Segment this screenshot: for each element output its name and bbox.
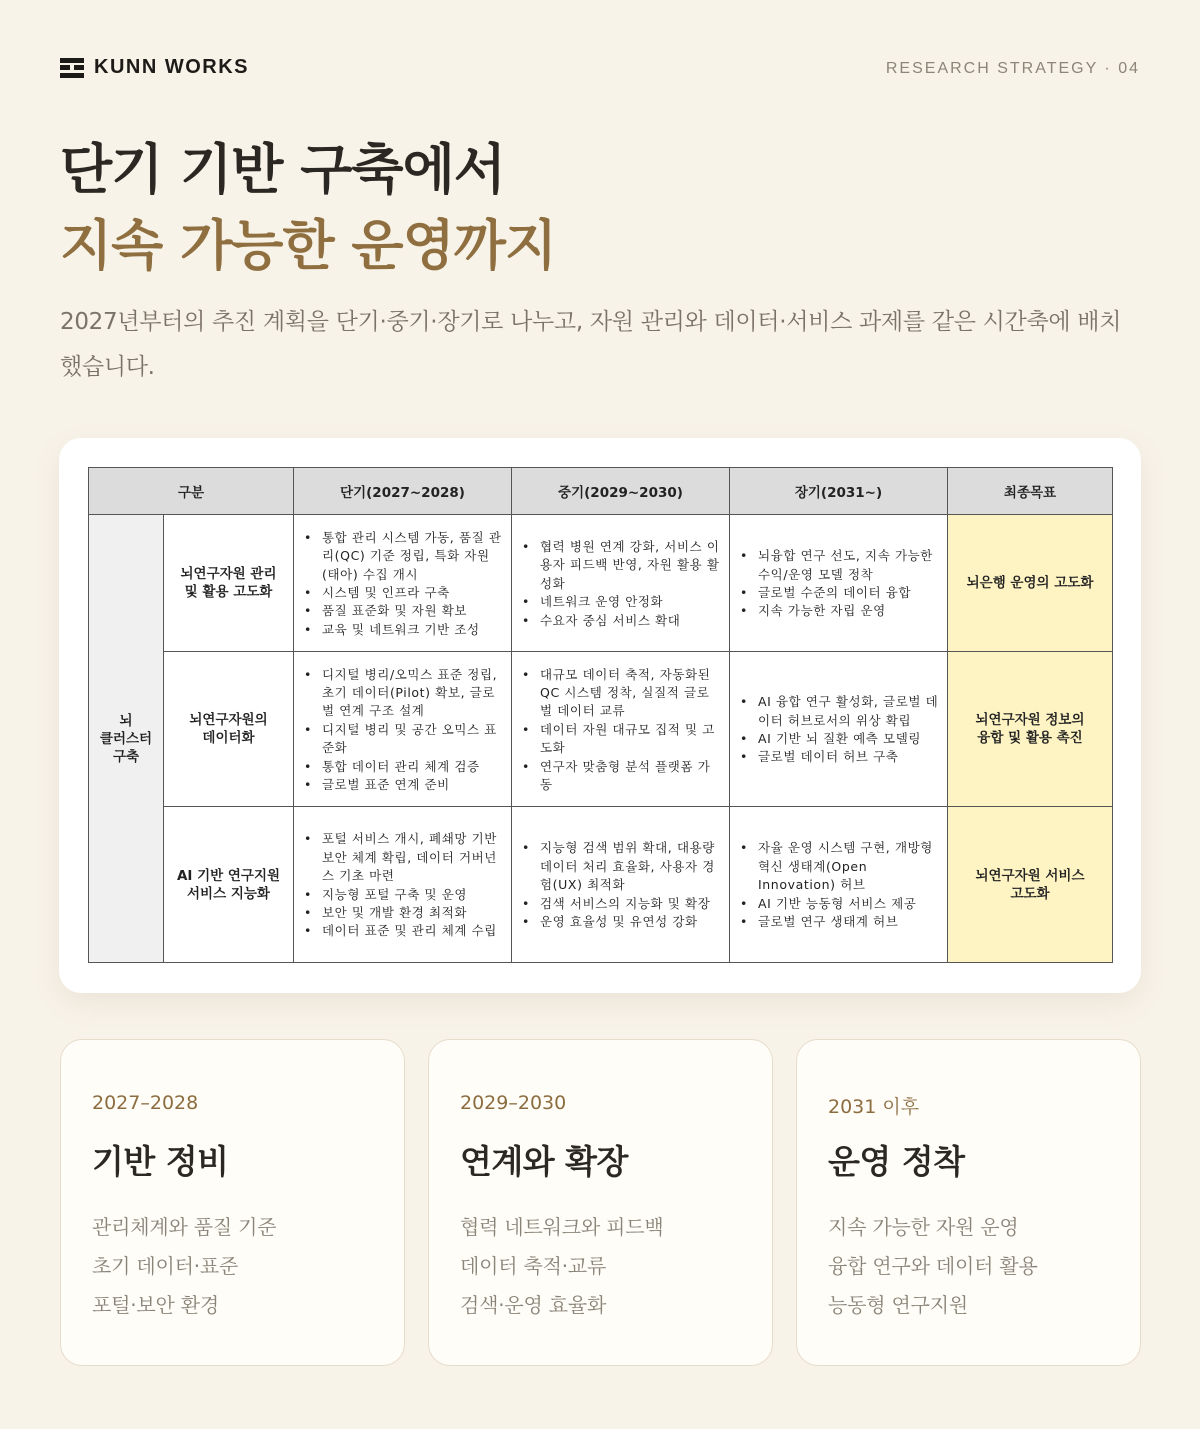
list-item: • 글로벌 연구 생태계 허브 bbox=[736, 913, 939, 931]
phase-list bbox=[828, 1208, 1110, 1325]
title-line-1: 단기 기반 구축에서 bbox=[60, 138, 505, 201]
phase-period: 2027–2028 bbox=[92, 1092, 199, 1114]
long-term-cell bbox=[730, 807, 948, 963]
list-item: • 품질 표준화 및 자원 확보 bbox=[300, 602, 503, 620]
short-term-cell bbox=[294, 515, 512, 652]
list-item: • 운영 효율성 및 유연성 강화 bbox=[518, 913, 721, 931]
list-item: • 보안 및 개발 환경 최적화 bbox=[300, 904, 503, 922]
mid-term-cell bbox=[512, 515, 730, 652]
short-term-list bbox=[300, 666, 503, 795]
list-item: • 글로벌 데이터 허브 구축 bbox=[736, 748, 939, 766]
group-label-text: 뇌 클러스터 구축 bbox=[99, 712, 153, 765]
phase-title: 기반 정비 bbox=[92, 1142, 229, 1181]
header-short-term: 단기(2027~2028) bbox=[294, 468, 512, 515]
final-goal-cell bbox=[948, 515, 1113, 652]
phase-title: 연계와 확장 bbox=[460, 1142, 628, 1181]
phase-list bbox=[92, 1208, 374, 1325]
mid-term-cell bbox=[512, 807, 730, 963]
list-item: • 디지털 병리/오믹스 표준 정립, 초기 데이터(Pilot) 확보, 글로벌 연계 구조 설계 bbox=[300, 666, 503, 721]
list-item: • 자율 운영 시스템 구현, 개방형 혁신 생태계(Open Innovation) 허브 bbox=[736, 839, 939, 894]
list-item: • 지능형 검색 범위 확대, 대용량 데이터 처리 효율화, 사용자 경험(UX) 최적화 bbox=[518, 839, 721, 894]
mid-term-list bbox=[518, 538, 721, 630]
list-item: 지속 가능한 자원 운영 bbox=[828, 1215, 1019, 1239]
table-header-row bbox=[89, 468, 1113, 515]
header-final-goal: 최종목표 bbox=[948, 468, 1113, 515]
table-row bbox=[89, 652, 1113, 807]
page-title bbox=[60, 132, 556, 284]
final-goal-cell bbox=[948, 652, 1113, 807]
mid-term-list bbox=[518, 839, 721, 931]
list-item: • 디지털 병리 및 공간 오믹스 표준화 bbox=[300, 721, 503, 758]
final-goal-text: 뇌은행 운영의 고도화 bbox=[966, 575, 1094, 591]
list-item: • 검색 서비스의 지능화 및 확장 bbox=[518, 895, 721, 913]
phase-period: 2031 이후 bbox=[828, 1096, 920, 1118]
short-term-cell bbox=[294, 807, 512, 963]
long-term-cell bbox=[730, 652, 948, 807]
row-topic-text: AI 기반 연구지원 서비스 지능화 bbox=[176, 867, 281, 902]
final-goal-cell bbox=[948, 807, 1113, 963]
header-category: 구분 bbox=[89, 468, 294, 515]
phase-title: 운영 정착 bbox=[828, 1142, 965, 1181]
list-item: • 네트워크 운영 안정화 bbox=[518, 593, 721, 611]
header-long-term: 장기(2031~) bbox=[730, 468, 948, 515]
list-item: • 통합 데이터 관리 체계 검증 bbox=[300, 758, 503, 776]
short-term-list bbox=[300, 529, 503, 639]
list-item: • 통합 관리 시스템 가동, 품질 관리(QC) 기준 정립, 특화 자원(태아) 수집 개시 bbox=[300, 529, 503, 584]
list-item: • 연구자 맞춤형 분석 플랫폼 가동 bbox=[518, 758, 721, 795]
list-item: • 수요자 중심 서비스 확대 bbox=[518, 612, 721, 630]
row-topic bbox=[164, 515, 294, 652]
list-item: • 교육 및 네트워크 기반 조성 bbox=[300, 621, 503, 639]
list-item: • 데이터 자원 대규모 집적 및 고도화 bbox=[518, 721, 721, 758]
header-mid-term: 중기(2029~2030) bbox=[512, 468, 730, 515]
phase-card-short-term bbox=[60, 1039, 405, 1366]
long-term-list bbox=[736, 693, 939, 767]
list-item: 협력 네트워크와 피드백 bbox=[460, 1215, 664, 1239]
roadmap-table bbox=[88, 467, 1113, 963]
list-item: • 지속 가능한 자립 운영 bbox=[736, 602, 939, 620]
list-item: • 협력 병원 연계 강화, 서비스 이용자 피드백 반영, 자원 활용 활성화 bbox=[518, 538, 721, 593]
long-term-list bbox=[736, 547, 939, 621]
phase-period: 2029–2030 bbox=[460, 1092, 567, 1114]
brand bbox=[60, 56, 249, 79]
list-item: 데이터 축적·교류 bbox=[460, 1254, 607, 1278]
row-topic-text: 뇌연구자원 관리 및 활용 고도화 bbox=[180, 566, 277, 600]
list-item: • 데이터 표준 및 관리 체계 수립 bbox=[300, 922, 503, 940]
roadmap-table-card bbox=[59, 438, 1141, 993]
long-term-cell bbox=[730, 515, 948, 652]
list-item: • 시스템 및 인프라 구축 bbox=[300, 584, 503, 602]
list-item: 융합 연구와 데이터 활용 bbox=[828, 1254, 1038, 1278]
short-term-list bbox=[300, 830, 503, 940]
list-item: • 지능형 포털 구축 및 운영 bbox=[300, 886, 503, 904]
list-item: 능동형 연구지원 bbox=[828, 1293, 968, 1317]
kunn-works-logo-icon bbox=[60, 58, 84, 78]
list-item: • 글로벌 수준의 데이터 융합 bbox=[736, 584, 939, 602]
list-item: 검색·운영 효율화 bbox=[460, 1293, 607, 1317]
long-term-list bbox=[736, 839, 939, 931]
final-goal-text: 뇌연구자원 정보의 융합 및 활용 촉진 bbox=[975, 712, 1085, 746]
list-item: • 뇌융합 연구 선도, 지속 가능한 수익/운영 모델 정착 bbox=[736, 547, 939, 584]
table-row bbox=[89, 807, 1113, 963]
mid-term-cell bbox=[512, 652, 730, 807]
list-item: 관리체계와 품질 기준 bbox=[92, 1215, 277, 1239]
row-topic bbox=[164, 652, 294, 807]
row-topic-text: 뇌연구자원의 데이터화 bbox=[189, 712, 268, 746]
list-item: • 포털 서비스 개시, 폐쇄망 기반 보안 체계 확립, 데이터 거버넌스 기초 마련 bbox=[300, 830, 503, 885]
list-item: 초기 데이터·표준 bbox=[92, 1254, 239, 1278]
group-label bbox=[89, 515, 164, 963]
phase-list bbox=[460, 1208, 742, 1325]
short-term-cell bbox=[294, 652, 512, 807]
phase-card-mid-term bbox=[428, 1039, 773, 1366]
list-item: • AI 기반 능동형 서비스 제공 bbox=[736, 895, 939, 913]
table-row bbox=[89, 515, 1113, 652]
list-item: • 글로벌 표준 연계 준비 bbox=[300, 776, 503, 794]
list-item: • AI 기반 뇌 질환 예측 모델링 bbox=[736, 730, 939, 748]
list-item: • 대규모 데이터 축적, 자동화된 QC 시스템 정착, 실질적 글로벌 데이터 교류 bbox=[518, 666, 721, 721]
mid-term-list bbox=[518, 666, 721, 795]
section-label: RESEARCH STRATEGY · 04 bbox=[885, 60, 1140, 77]
title-line-2: 지속 가능한 운영까지 bbox=[60, 214, 557, 277]
list-item: • AI 융합 연구 활성화, 글로벌 데이터 허브로서의 위상 확립 bbox=[736, 693, 939, 730]
row-topic bbox=[164, 807, 294, 963]
final-goal-text: 뇌연구자원 서비스 고도화 bbox=[975, 867, 1085, 902]
list-item: 포털·보안 환경 bbox=[92, 1293, 220, 1317]
intro-text: 2027년부터의 추진 계획을 단기·중기·장기로 나누고, 자원 관리와 데이터·서비스 과제를 같은 시간축에 배치했습니다. bbox=[60, 309, 1122, 380]
phase-card-long-term bbox=[796, 1039, 1141, 1366]
brand-name: KUNN WORKS bbox=[94, 56, 249, 78]
